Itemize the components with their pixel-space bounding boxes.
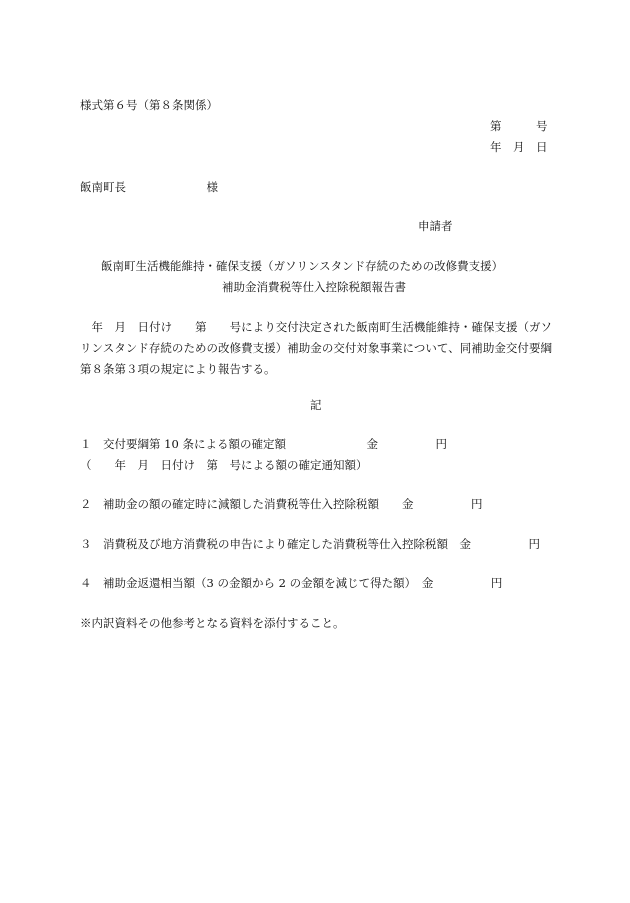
list-item-1-sub: （ 年 月 日付け 第 号による額の確定通知額） (80, 458, 368, 472)
document-title-line1: 飯南町生活機能維持・確保支援（ガソリンスタンド存続のための改修費支援） (101, 259, 504, 273)
body-paragraph: 年 月 日付け 第 号により交付決定された飯南町生活機能維持・確保支援（ガソリンスタンド存続のための改修費支援）補助金の交付対象事業について、同補助金交付要綱第８条第３項の規定により報告する。 (80, 320, 552, 376)
applicant-label: 申請者 (418, 219, 453, 233)
document-number: 第 号 (490, 119, 548, 133)
document-date: 年 月 日 (490, 140, 548, 154)
ki-heading: 記 (310, 398, 322, 412)
addressee: 飯南町長 様 (80, 180, 218, 194)
list-item-1: １ 交付要綱第 10 条による額の確定額 金 円 (80, 437, 447, 451)
attachment-note: ※内訳資料その他参考となる資料を添付すること。 (80, 616, 345, 630)
list-item-3: ３ 消費税及び地方消費税の申告により確定した消費税等仕入控除税額 金 円 (80, 537, 540, 551)
form-label: 様式第６号（第８条関係） (80, 98, 218, 112)
list-item-2: ２ 補助金の額の確定時に減額した消費税等仕入控除税額 金 円 (80, 497, 483, 511)
document-title-line2: 補助金消費税等仕入控除税額報告書 (222, 280, 406, 294)
list-item-4: ４ 補助金返還相当額（3 の金額から 2 の金額を減じて得た額） 金 円 (80, 576, 503, 590)
